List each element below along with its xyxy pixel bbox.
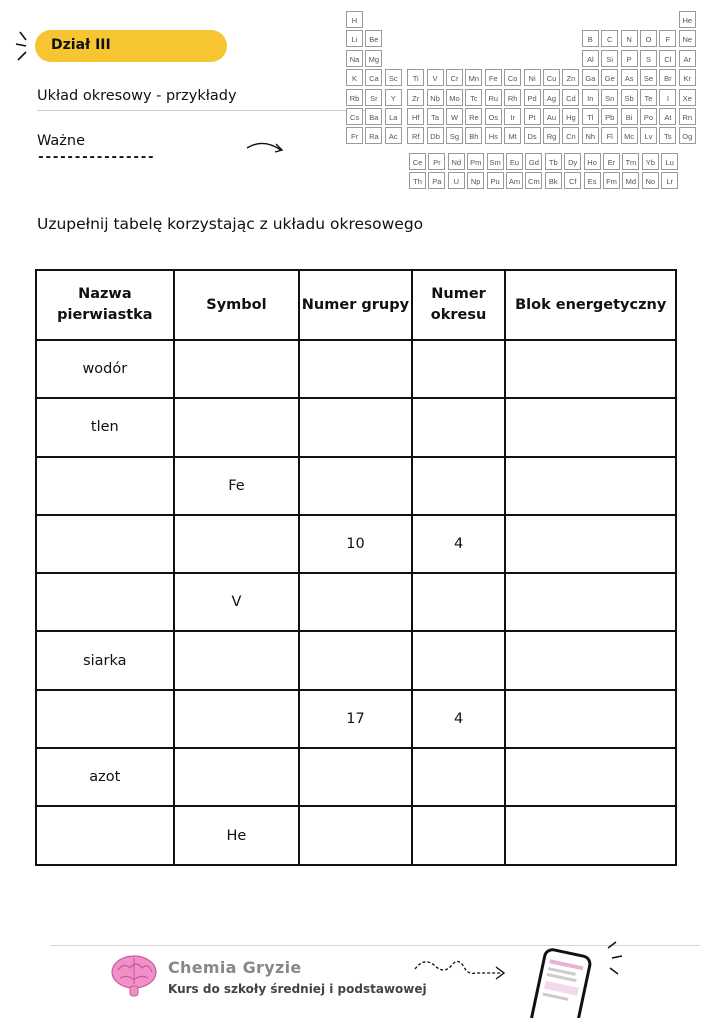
element-cell: At [659,108,676,125]
element-cell: In [582,89,599,106]
element-cell: Cu [543,69,560,86]
element-cell: P [621,50,638,67]
element-cell: Np [467,172,484,189]
element-cell: Cr [446,69,463,86]
element-cell: As [621,69,638,86]
element-cell: Hf [407,108,424,125]
table-cell[interactable]: tlen [36,398,174,456]
element-cell: Mo [446,89,463,106]
element-cell: Rf [407,127,424,144]
element-cell: U [448,172,465,189]
table-cell[interactable] [505,573,676,631]
element-cell: K [346,69,363,86]
table-cell[interactable] [505,748,676,806]
element-cell: Cf [564,172,581,189]
table-cell[interactable] [505,457,676,515]
table-cell[interactable] [299,631,412,689]
element-cell: Sr [365,89,382,106]
brand-name: Chemia Gryzie [168,958,302,977]
table-cell[interactable]: V [174,573,300,631]
element-cell: Gd [525,153,542,170]
table-cell[interactable] [174,631,300,689]
table-cell[interactable] [412,457,506,515]
element-cell: Mg [365,50,382,67]
element-cell: Pd [524,89,541,106]
element-cell: Fm [603,172,620,189]
table-cell[interactable] [412,398,506,456]
table-cell[interactable]: He [174,806,300,864]
element-cell: Ti [407,69,424,86]
element-cell: Si [601,50,618,67]
element-cell: Cs [346,108,363,125]
element-cell: Rg [543,127,560,144]
element-cell: Bh [465,127,482,144]
page-subtitle: Układ okresowy - przykłady [37,88,237,104]
element-cell: Ru [485,89,502,106]
table-cell[interactable] [36,515,174,573]
element-cell: Nb [427,89,444,106]
element-cell: Rb [346,89,363,106]
phone-illustration-icon [520,940,630,1023]
element-cell: Eu [506,153,523,170]
element-cell: Au [543,108,560,125]
important-dash-line: ---------------- [37,150,155,165]
element-cell: Al [582,50,599,67]
element-cell: Ho [584,153,601,170]
element-cell: Os [485,108,502,125]
table-cell[interactable] [174,515,300,573]
table-row [36,340,676,398]
element-cell: Rn [679,108,696,125]
worksheet-table [35,269,677,866]
table-cell[interactable] [299,340,412,398]
element-cell: I [659,89,676,106]
divider [37,110,372,111]
table-cell[interactable]: 10 [299,515,412,573]
element-cell: La [385,108,402,125]
element-cell: Yb [642,153,659,170]
header-symbol: Symbol [174,270,300,340]
element-cell: Ds [524,127,541,144]
table-row [36,631,676,689]
element-cell: W [446,108,463,125]
element-cell: Cd [562,89,579,106]
element-cell: Ta [427,108,444,125]
table-cell[interactable] [412,806,506,864]
element-cell: Zn [562,69,579,86]
table-row [36,515,676,573]
element-cell: Ce [409,153,426,170]
element-cell: Br [659,69,676,86]
section-badge [35,30,227,62]
table-cell[interactable]: 17 [299,690,412,748]
element-cell: Lr [661,172,678,189]
element-cell: Er [603,153,620,170]
element-cell: Sn [601,89,618,106]
element-cell: Pb [601,108,618,125]
element-cell: Tb [545,153,562,170]
table-cell[interactable] [174,340,300,398]
element-cell: Ag [543,89,560,106]
element-cell: Ga [582,69,599,86]
table-cell[interactable] [505,340,676,398]
table-cell[interactable]: azot [36,748,174,806]
element-cell: Xe [679,89,696,106]
element-cell: Kr [679,69,696,86]
element-cell: Es [584,172,601,189]
element-cell: Zr [407,89,424,106]
table-cell[interactable] [412,748,506,806]
table-row [36,573,676,631]
table-cell[interactable] [505,631,676,689]
element-cell: Tl [582,108,599,125]
element-cell: Db [427,127,444,144]
element-cell: Sm [487,153,504,170]
element-cell: Ir [504,108,521,125]
element-cell: Am [506,172,523,189]
element-cell: V [427,69,444,86]
element-cell: Ra [365,127,382,144]
table-cell[interactable]: siarka [36,631,174,689]
element-cell: Rh [504,89,521,106]
sparkle-icon [14,30,34,69]
element-cell: Lu [661,153,678,170]
element-cell: Y [385,89,402,106]
element-cell: Fr [346,127,363,144]
element-cell: Be [365,30,382,47]
table-cell[interactable] [174,690,300,748]
table-cell[interactable] [299,806,412,864]
table-header-row [36,270,676,340]
element-cell: Hs [485,127,502,144]
table-cell[interactable] [505,515,676,573]
instruction-text: Uzupełnij tabelę korzystając z układu okresowego [37,215,424,233]
table-row [36,806,676,864]
element-cell: Fl [601,127,618,144]
element-cell: Mn [465,69,482,86]
element-cell: Ge [601,69,618,86]
element-cell: Cl [659,50,676,67]
element-cell: Fe [485,69,502,86]
element-cell: Li [346,30,363,47]
header-group-number: Numer grupy [299,270,412,340]
element-cell: Na [346,50,363,67]
table-cell[interactable] [412,631,506,689]
table-cell[interactable] [36,690,174,748]
table-cell[interactable] [299,398,412,456]
table-cell[interactable] [174,748,300,806]
table-cell[interactable]: wodór [36,340,174,398]
element-cell: Cn [562,127,579,144]
header-period-number: Numer okresu [412,270,506,340]
section-badge-label: Dział III [51,37,111,53]
element-cell: Ts [659,127,676,144]
table-cell[interactable]: 4 [412,515,506,573]
element-cell: Ac [385,127,402,144]
important-label: Ważne [37,133,86,149]
brand-tagline: Kurs do szkoły średniej i podstawowej [168,982,427,996]
element-cell: Se [640,69,657,86]
element-cell: Bk [545,172,562,189]
element-cell: Dy [564,153,581,170]
arrow-icon [245,138,287,163]
element-cell: F [659,30,676,47]
element-cell: Th [409,172,426,189]
element-cell: Pu [487,172,504,189]
element-cell: Ar [679,50,696,67]
element-cell: Bi [621,108,638,125]
element-cell: Nh [582,127,599,144]
element-cell: Co [504,69,521,86]
element-cell: C [601,30,618,47]
curly-arrow-icon [412,955,512,990]
header-energy-block: Blok energetyczny [505,270,676,340]
element-cell: Nd [448,153,465,170]
table-cell[interactable] [505,398,676,456]
table-cell[interactable] [412,340,506,398]
element-cell: Pm [467,153,484,170]
table-row [36,748,676,806]
element-cell: Te [640,89,657,106]
element-cell: No [642,172,659,189]
table-cell[interactable] [505,690,676,748]
table-cell[interactable] [36,806,174,864]
element-cell: S [640,50,657,67]
table-cell[interactable] [36,573,174,631]
element-cell: Hg [562,108,579,125]
element-cell: Mt [504,127,521,144]
table-cell[interactable] [412,573,506,631]
element-cell: B [582,30,599,47]
element-cell: Ne [679,30,696,47]
table-cell[interactable] [36,457,174,515]
element-cell: N [621,30,638,47]
element-cell: Sg [446,127,463,144]
element-cell: Re [465,108,482,125]
table-cell[interactable]: Fe [174,457,300,515]
element-cell: O [640,30,657,47]
element-cell: Og [679,127,696,144]
element-cell: Lv [640,127,657,144]
element-cell: Md [622,172,639,189]
brain-logo-icon [108,952,160,1005]
element-cell: Po [640,108,657,125]
element-cell: Pr [428,153,445,170]
table-cell[interactable]: 4 [412,690,506,748]
table-cell[interactable] [299,573,412,631]
element-cell: Ca [365,69,382,86]
element-cell: Pa [428,172,445,189]
element-cell: Cm [525,172,542,189]
element-cell: Tm [622,153,639,170]
element-cell: Ni [524,69,541,86]
table-cell[interactable] [299,748,412,806]
element-cell: He [679,11,696,28]
table-cell[interactable] [174,398,300,456]
element-cell: Pt [524,108,541,125]
table-row [36,690,676,748]
table-row [36,398,676,456]
table-row [36,457,676,515]
header-element-name: Nazwa pierwiastka [36,270,174,340]
element-cell: Sc [385,69,402,86]
element-cell: Sb [621,89,638,106]
table-cell[interactable] [505,806,676,864]
element-cell: Mc [621,127,638,144]
element-cell: Tc [465,89,482,106]
table-cell[interactable] [299,457,412,515]
element-cell: Ba [365,108,382,125]
element-cell: H [346,11,363,28]
